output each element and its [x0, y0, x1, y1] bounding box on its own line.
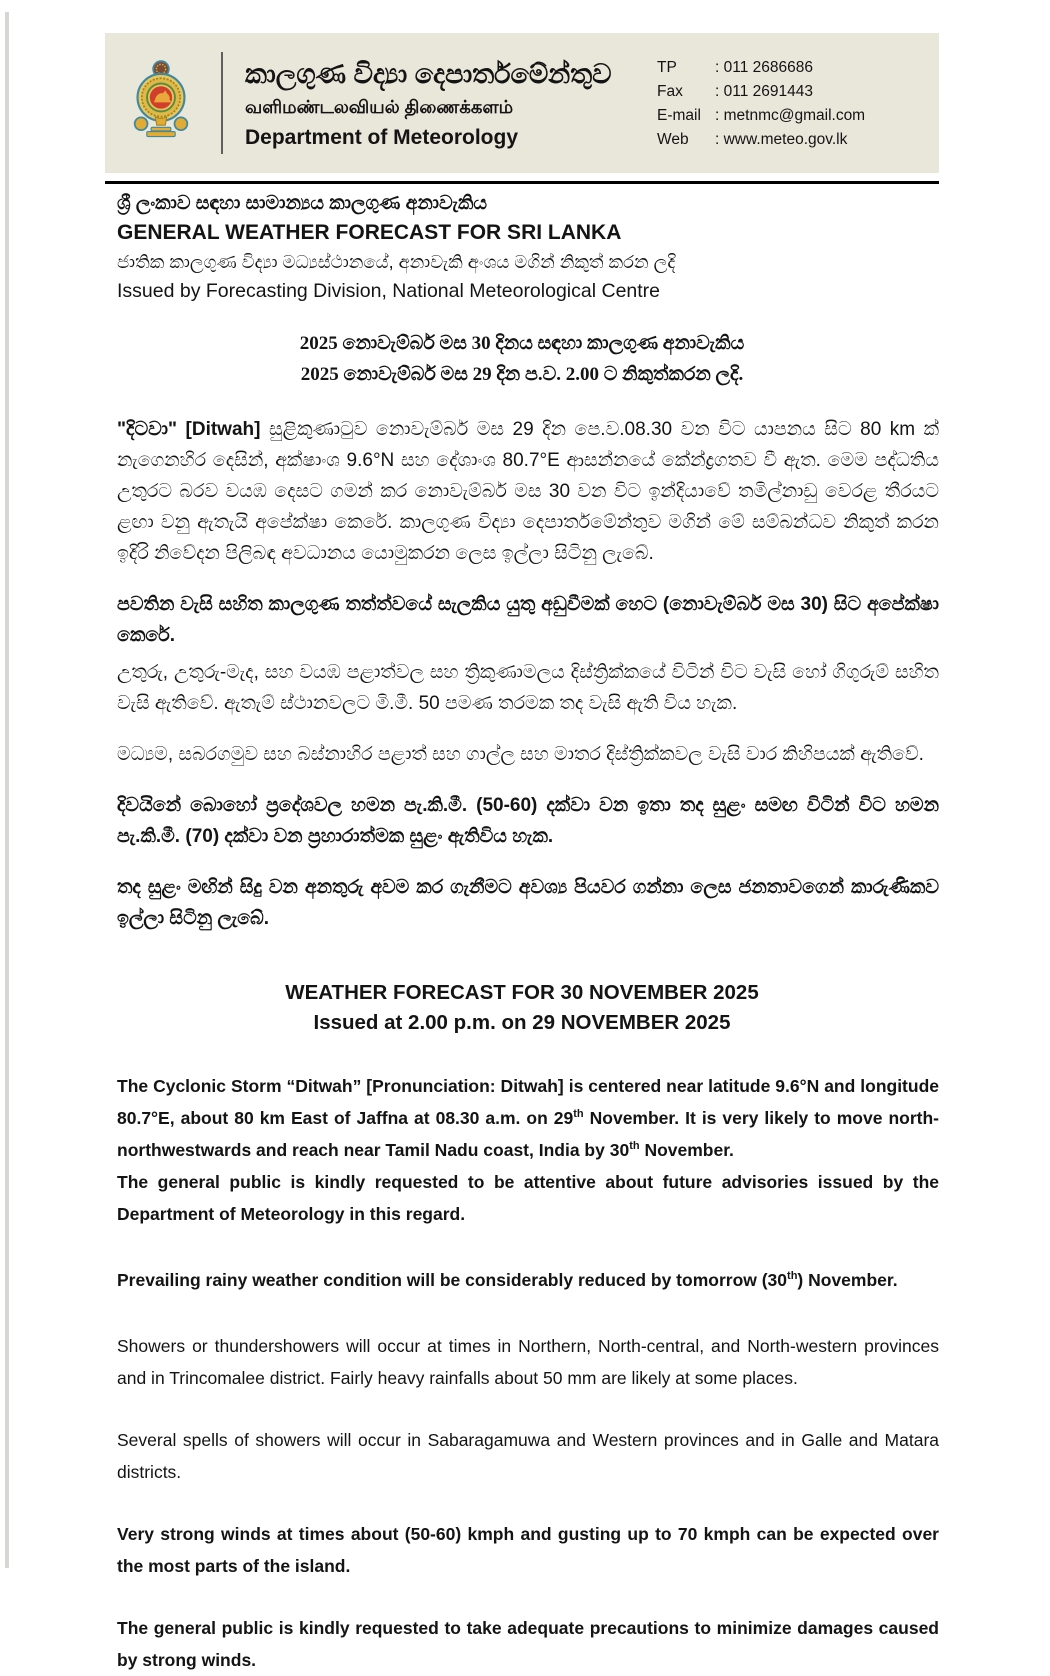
english-showers-paragraph: Showers or thundershowers will occur at times in Northern, North-central, and North-western provinces and in Trincomalee district. Fairly heavy rainfalls about 50 mm are likely at some places.	[117, 1336, 939, 1388]
english-prevailing-paragraph	[105, 1264, 939, 1296]
cyclone-text: The Cyclonic Storm “Ditwah” [Pronunciation: Ditwah] is centered near latitude 9.6°N and longitude 80.7°E, about 80 km East of Jaffna at 08.30 a.m. on 29	[117, 1076, 939, 1128]
prevailing-text: Prevailing rainy weather condition will be considerably reduced by tomorrow (30	[117, 1270, 788, 1290]
contact-info	[657, 54, 925, 152]
issued-by-english: Issued by Forecasting Division, National Meteorological Centre	[117, 280, 661, 302]
english-spells-paragraph: Several spells of showers will occur in Sabaragamuwa and Western provinces and in Galle and Matara districts.	[117, 1430, 939, 1482]
english-precautions-paragraph: The general public is kindly requested to take adequate precautions to minimize damages caused by strong winds.	[117, 1618, 939, 1670]
ordinal-superscript: th	[787, 1270, 798, 1283]
ordinal-superscript: th	[629, 1140, 640, 1153]
ordinal-superscript: th	[573, 1108, 584, 1121]
contact-label: Fax	[657, 83, 683, 100]
cyclone-text: November.	[639, 1140, 734, 1160]
department-name-english: Department of Meteorology	[245, 126, 519, 149]
contact-label: Web	[657, 131, 689, 148]
english-winds-paragraph: Very strong winds at times about (50-60) kmph and gusting up to 70 kmph can be expected over the most parts of the island.	[117, 1524, 939, 1576]
contact-label: E-mail	[657, 107, 701, 124]
prevailing-text: ) November.	[797, 1270, 898, 1290]
cyclone-text: November. It is very likely to move north-northwestwards and reach near Tamil Nadu coast, India by 30	[117, 1108, 939, 1160]
sinhala-rain-reduction-paragraph: පවතින වැසි සහිත කාලගුණ තත්ත්වයේ සැලකිය යුතු අඩුවීමක් හෙට (නොවැම්බර් මස 30) සිට අපේක්ෂා කෙරේ.	[117, 594, 939, 646]
english-heading	[105, 978, 939, 1038]
contact-value: : metnmc@gmail.com	[715, 107, 866, 124]
department-name-tamil: வளிமண்டலவியல் திணைக்களம்	[245, 97, 514, 117]
english-heading-line1: WEATHER FORECAST FOR 30 NOVEMBER 2025	[285, 981, 759, 1004]
contact-telephone	[657, 56, 925, 80]
forecast-date-block	[105, 328, 939, 390]
english-heading-line2: Issued at 2.00 p.m. on 29 NOVEMBER 2025	[313, 1011, 731, 1034]
sinhala-showers-paragraph: උතුරු, උතුරු-මැද, සහ වයඹ පළාත්වල සහ ත්‍රිකුණාමලය දිස්ත්‍රික්කයේ විටින් විට වැසි හෝ ගිගුරුම් සහිත වැසි ඇතිවේ. ඇතැම් ස්ථානවලට මි.මී. 50 පමණ තරමක තද වැසි ඇති විය හැක.	[117, 662, 939, 714]
english-attentive-paragraph: The general public is kindly requested to be attentive about future advisories issued by the Department of Meteorology in this regard.	[117, 1172, 939, 1224]
contact-value: : www.meteo.gov.lk	[715, 131, 848, 148]
contact-value: : 011 2691443	[715, 83, 813, 100]
page-scan-edge	[5, 12, 9, 1568]
title-block	[105, 190, 939, 306]
letterhead-divider	[221, 52, 223, 154]
sinhala-winds-paragraph: දිවයිනේ බොහෝ ප්‍රදේශවල හමන පැ.කි.මී. (50-60) දක්වා වන ඉතා තද සුළං සමඟ විටින් විට හමන පැ.කි.මී. (70) දක්වා වන ප්‍රහාරාත්මක සුළං ඇතිවිය හැක.	[117, 795, 939, 847]
header-rule	[105, 181, 939, 184]
department-names	[245, 52, 657, 154]
contact-web	[657, 128, 925, 152]
sinhala-spells-paragraph: මධ්‍යම, සබරගමුව සහ බස්නාහිර පළාත් සහ ගාල්ල සහ මාතර දිස්ත්‍රික්කවල වැසි වාර කිහිපයක් ඇතිවේ.	[117, 744, 924, 765]
contact-email	[657, 104, 925, 128]
issued-by-sinhala: ජාතික කාලගුණ විද්‍යා මධ්‍යස්ථානයේ, අනාවැකි අංශය මගින් නිකුත් කරන ලදි	[117, 252, 676, 272]
issued-at-date-sinhala: 2025 නොවැම්බර් මස 29 දින ප.ව. 2.00 ට නිකුත්කරන ලදි.	[300, 364, 744, 385]
forecast-for-date-sinhala: 2025 නොවැම්බර් මස 30 දිනය සඳහා කාලගුණ අනාවැකිය	[299, 333, 745, 354]
contact-label: TP	[657, 59, 677, 76]
letterhead	[105, 33, 939, 173]
department-name-sinhala: කාලගුණ විද්‍යා දෙපාර්තමේන්තුව	[245, 59, 612, 89]
cyclone-text-sinhala: සුළිකුණාටුව නොවැම්බර් මස 29 දින පෙ.ව.08.30 වන විට යාපනය සිට 80 km ක් නැගෙනහිර දෙසින්, අක්ෂාංශ 9.6°N සහ දේශාංශ 80.7°E ආසන්නයේ කේන්ද්‍රගතව වී ඇත. මෙම පද්ධතිය උතුරට බරව වයඹ දෙසට ගමන් කර නොවැම්බර් මස 30 වන විට ඉන්දියාවේ තමිල්නාඩු වෙරළ තීරයට ළඟා වනු ඇතැයි අපේක්ෂා කෙරේ. කාලගුණ විද්‍යා දෙපාර්තමේන්තුව මගින් මේ සම්බන්ධව නිකුත් කරන ඉදිරි නිවේදන පිලිබඳ අවධානය යොමුකරන ලෙස ඉල්ලා සිටිනු ලැබේ.	[117, 419, 939, 564]
forecast-title-sinhala: ශ්‍රී ලංකාව සඳහා සාමාන්‍යය කාලගුණ අනාවැකිය	[117, 193, 488, 214]
document-page	[105, 33, 939, 1676]
sinhala-cyclone-paragraph	[105, 414, 939, 569]
contact-value: : 011 2686686	[715, 59, 813, 76]
english-cyclone-paragraph	[105, 1070, 939, 1166]
sri-lanka-emblem-icon	[129, 45, 193, 162]
contact-fax	[657, 80, 925, 104]
forecast-title-english: GENERAL WEATHER FORECAST FOR SRI LANKA	[117, 221, 622, 244]
sinhala-precautions-paragraph: තද සුළං මඟින් සිදු වන අනතුරු අවම කර ගැනීමට අවශ්‍ය පියවර ගන්නා ලෙස ජනතාවගෙන් කාරුණිකව ඉල්ලා සිටිනු ලැබේ.	[117, 877, 939, 929]
cyclone-name-sinhala: "දිටවා" [Ditwah]	[117, 419, 261, 440]
